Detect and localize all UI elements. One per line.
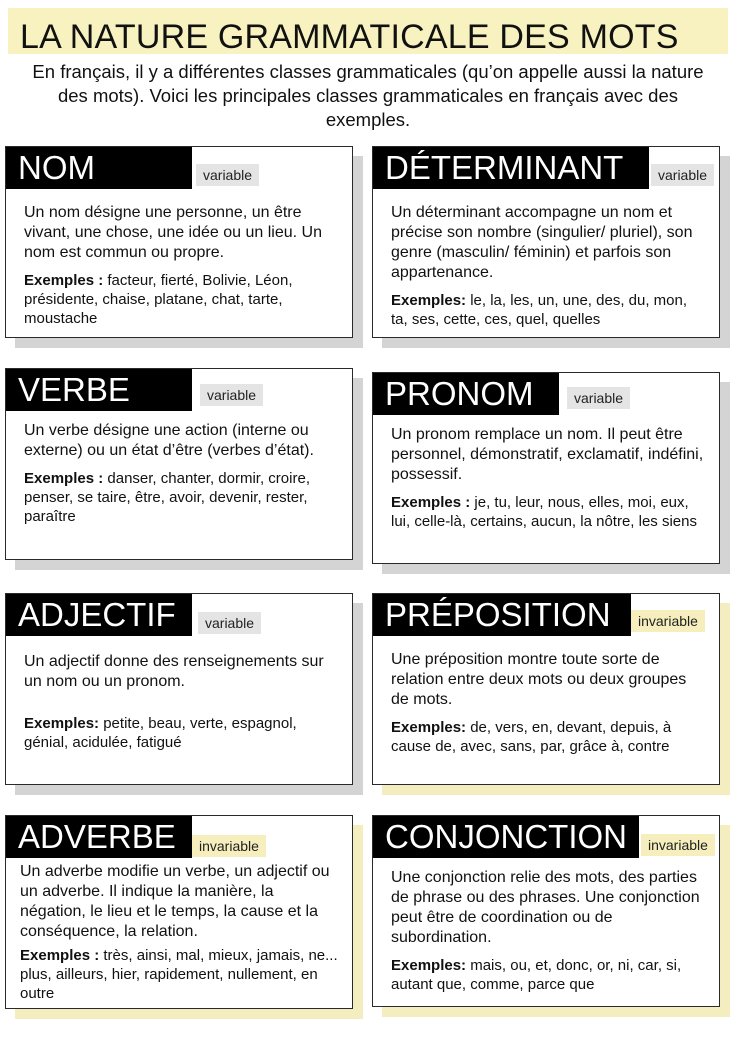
card-panel [372,146,720,338]
card-description: Un déterminant accompagne un nom et précise son nombre (singulier/ pluriel), son genre (masculin/ féminin) et parfois son appartenance. [391,204,693,281]
examples-label: Exemples: [391,292,467,309]
card-heading: VERBE [6,369,192,411]
card-examples [391,291,705,329]
card-examples [24,714,338,752]
examples-label: Exemples : [391,494,471,511]
variability-tag: variable [196,164,259,186]
title-banner [8,8,728,54]
card-body [391,425,705,531]
variability-tag: variable [651,164,714,186]
variability-tag: invariable [641,834,715,856]
card-panel [372,593,720,785]
card-description: Une conjonction relie des mots, des parties de phrase ou des phrases. Une conjonction peut être de coordination ou de subordination. [391,869,700,946]
card-panel [5,368,353,560]
card-panel [5,815,353,1009]
variability-tag: invariable [192,835,266,857]
card-conjonction [372,815,720,1007]
page-title: LA NATURE GRAMMATICALE DES MOTS [20,18,679,56]
card-adjectif [5,593,353,785]
card-body [24,652,338,752]
card-body [391,650,705,756]
card-examples [391,493,705,531]
card-heading: NOM [6,147,192,189]
card-heading: ADJECTIF [6,594,192,636]
card-description: Une préposition montre toute sorte de relation entre deux mots ou deux groupes de mots. [391,651,687,708]
card-heading: CONJONCTION [373,816,639,858]
card-heading: DÉTERMINANT [373,147,649,189]
card-adverbe [5,815,353,1009]
examples-label: Exemples : [24,470,104,487]
card-description: Un adjectif donne des renseignements sur un nom ou un pronom. [24,653,324,690]
card-heading: ADVERBE [6,816,192,858]
card-nom [5,146,353,338]
examples-label: Exemples: [391,719,467,736]
card-examples [20,946,338,1003]
variability-tag: invariable [631,610,705,632]
card-description: Un pronom remplace un nom. Il peut être personnel, démonstratif, exclamatif, indéfini, possessif. [391,426,704,483]
card-panel [372,372,720,564]
examples-list: petite, beau, verte, espagnol, génial, acidulée, fatigué [24,715,297,751]
examples-label: Exemples: [391,957,467,974]
card-body [20,862,338,1003]
examples-label: Exemples: [24,715,100,732]
card-description: Un verbe désigne une action (interne ou externe) ou un état d’être (verbes d’état). [24,422,314,459]
card-pronom [372,372,720,564]
examples-list: très, ainsi, mal, mieux, jamais, ne... plus, ailleurs, hier, rapidement, nullement, en outre [20,947,338,1002]
examples-label: Exemples : [24,272,104,289]
variability-tag: variable [567,387,630,409]
card-body [24,421,338,526]
card-body [391,868,705,994]
variability-tag: variable [200,384,263,406]
card-body [391,203,705,329]
card-description: Un adverbe modifie un verbe, un adjectif ou un adverbe. Il indique la manière, la négation, le lieu et le temps, la cause et la conséquence, la relation. [20,863,330,940]
card-examples [391,956,705,994]
card-panel [5,146,353,338]
card-determinant [372,146,720,338]
card-preposition [372,593,720,785]
examples-list: danser, chanter, dormir, croire, penser, se taire, être, avoir, devenir, rester, paraître [24,470,310,525]
intro-paragraph: En français, il y a différentes classes grammaticales (qu’on appelle aussi la nature des mots). Voici les principales classes grammaticales en français avec des exemples. [32,61,704,130]
card-description: Un nom désigne une personne, un être vivant, une chose, une idée ou un lieu. Un nom est commun ou propre. [24,204,322,261]
examples-list: de, vers, en, devant, depuis, à cause de, avec, sans, par, grâce à, contre [391,719,672,755]
card-examples [24,271,338,328]
card-examples [24,469,338,526]
examples-list: facteur, fierté, Bolivie, Léon, présidente, chaise, platane, chat, tarte, moustache [24,272,293,327]
card-body [24,203,338,328]
examples-label: Exemples : [20,947,100,964]
variability-tag: variable [198,612,261,634]
card-heading: PRÉPOSITION [373,594,631,636]
examples-list: mais, ou, et, donc, or, ni, car, si, autant que, comme, parce que [391,957,682,993]
examples-list: je, tu, leur, nous, elles, moi, eux, lui, celle-là, certains, aucun, la nôtre, les siens [391,494,697,530]
examples-list: le, la, les, un, une, des, du, mon, ta, ses, cette, ces, quel, quelles [391,292,688,328]
card-heading: PRONOM [373,373,559,415]
card-panel [372,815,720,1007]
card-verbe [5,368,353,560]
card-examples [391,718,705,756]
card-panel [5,593,353,785]
